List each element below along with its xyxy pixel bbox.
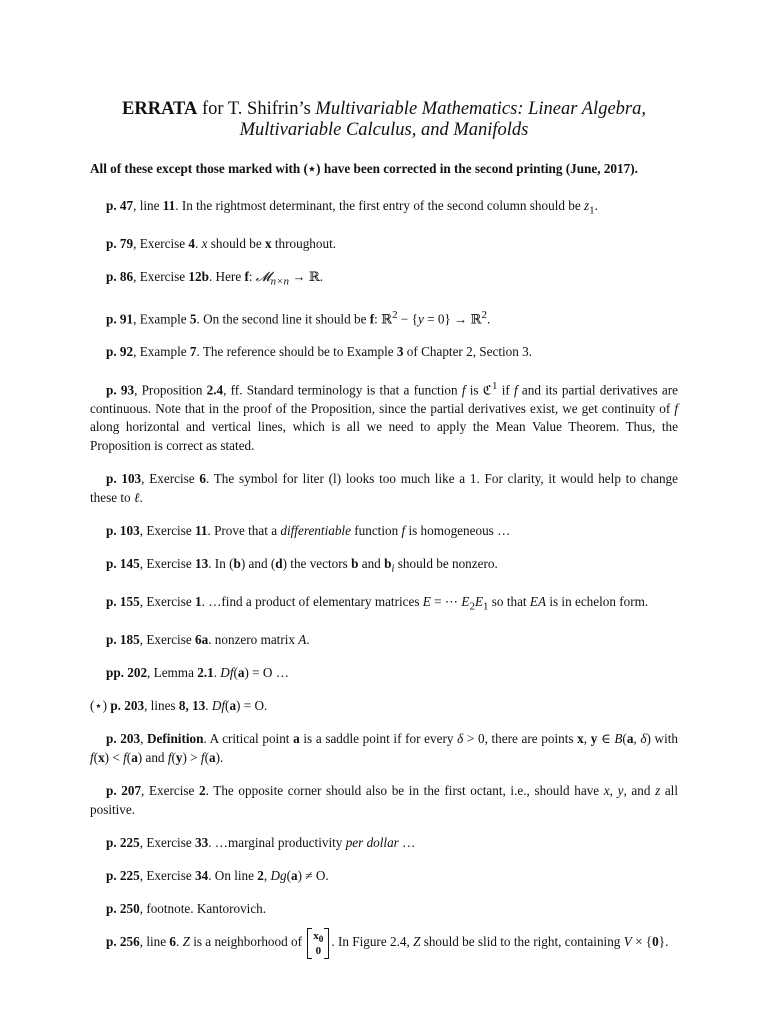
errata-entry: p. 225, Exercise 34. On line 2, Dg(a) ≠ O. [106,867,329,883]
errata-entry: p. 79, Exercise 4. x should be x throughout. [106,235,337,251]
errata-entry: p. 103, Exercise 6. The symbol for liter (l) looks too much like a 1. For clarity, it would help to change these to ℓ. [90,470,678,505]
errata-list [90,197,678,966]
errata-entry: p. 93, Proposition 2.4, ff. Standard terminology is that a function f is ℭ$^1$ if f and its partial derivatives are continuous. Note that in the proof of the Proposition, since the partial derivatives exist, we get continuity of f along horizontal and vertical lines, which is all we need to apply the Mean Value Theorem. Thus, the Proposition is correct as stated. [90,379,678,453]
errata-entry: p. 145, Exercise 13. In (b) and (d) the vectors b and $b_i$ should be nonzero. [106,555,498,575]
printing-note: All of these except those marked with (⋆) have been corrected in the second printing (June, 2017). [90,161,638,176]
errata-entry-uncorrected: (⋆) p. 203, lines 8, 13. Df(a) = O. [90,697,268,713]
errata-entry: p. 256, line 6. Z is a neighborhood of $x_0$ 0 . In Figure 2.4, Z should be slid to the right, containing V × {0}. [106,929,669,957]
errata-entry: p. 86, Exercise 12b. Here f: 𝓜$_{n\times n}$ → ℝ. [106,269,324,288]
errata-entry: p. 203, Definition. A critical point a is a saddle point if for every δ > 0, there are points x, y ∈ B(a, δ) with f(x) < f(a) and f(y) > f(a). [90,731,679,765]
book-title-line1: Multivariable Mathematics: Linear Algebra, [315,99,646,119]
book-title-line2: Multivariable Calculus, and Manifolds [239,120,529,140]
errata-entry: p. 103, Exercise 11. Prove that a differentiable function f is homogeneous … [106,522,511,538]
errata-word: ERRATA [122,99,198,119]
document-title: ERRATA for T. Shifrin’s Multivariable Mathematics: Linear Algebra, Multivariable Calculus, and Manifolds [122,99,646,140]
errata-entry: p. 155, Exercise 1. …find a product of elementary matrices E = ⋯ $E_2E_1$ so that EA is in echelon form. [106,593,649,613]
errata-entry: p. 47, line 11. In the rightmost determinant, the first entry of the second column should be $z_1$. [106,198,598,217]
star-marker: (⋆) [90,697,111,713]
errata-entry: p. 250, footnote. Kantorovich. [106,901,267,917]
column-vector: $x_0$ 0 [307,930,329,957]
errata-entry: p. 92, Example 7. The reference should be to Example 3 of Chapter 2, Section 3. [106,344,533,360]
errata-entry: p. 207, Exercise 2. The opposite corner should also be in the first octant, i.e., should have x, y, and z all positive. [90,782,679,817]
errata-entry: p. 185, Exercise 6a. nonzero matrix A. [106,631,310,647]
errata-entry: p. 91, Example 5. On the second line it should be f: ℝ$^2$ − {y = 0} → ℝ$^2$. [106,308,491,327]
errata-entry: pp. 202, Lemma 2.1. Df(a) = O … [106,664,289,680]
errata-entry: p. 225, Exercise 33. …marginal productivity per dollar … [106,834,416,850]
